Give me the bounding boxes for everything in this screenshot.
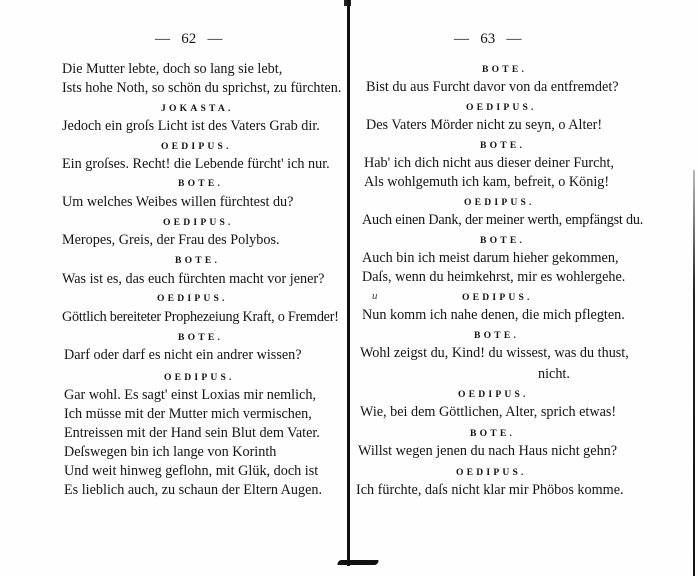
verse-line: Des Vaters Mörder nicht zu seyn, o Alter! — [366, 117, 603, 133]
speaker-label: BOTE. — [474, 330, 520, 341]
speaker-label: OEDIPUS. — [462, 292, 533, 303]
page-edge-right — [693, 170, 695, 576]
verse-line: Wohl zeigst du, Kind! du wissest, was du thust, — [360, 345, 629, 361]
book-gutter — [347, 0, 350, 566]
verse-line: Darf oder darf es nicht ein andrer wissen? — [64, 347, 302, 363]
verse-line: Als wohlgemuth ich kam, befreit, o König! — [364, 174, 610, 190]
verse-line: Ich müsse mit der Mutter mich vermischen, — [64, 406, 312, 422]
page-number: — 63 — — [454, 31, 522, 47]
verse-line: Daſs, wenn du heimkehrst, mir es wohlergehe. — [362, 269, 626, 285]
speaker-label: BOTE. — [178, 178, 224, 189]
verse-line: Jedoch ein groſs Licht ist des Vaters Grab dir. — [62, 118, 320, 134]
verse-line: Und weit hinweg geflohn, mit Glük, doch ist — [64, 463, 319, 479]
verse-line: Auch einen Dank, der meiner werth, empfängst du. — [362, 212, 644, 228]
verse-line: Wie, bei dem Göttlichen, Alter, sprich etwas! — [360, 404, 617, 420]
verse-line: Ists hohe Noth, so schön du sprichst, zu fürchten. — [62, 80, 342, 96]
verse-line: Deſswegen bin ich lange von Korinth — [64, 444, 277, 460]
speaker-label: BOTE. — [470, 428, 516, 439]
verse-line: Hab' ich dich nicht aus dieser deiner Furcht, — [364, 155, 614, 171]
speaker-label: OEDIPUS. — [464, 197, 535, 208]
verse-line: Ein groſses. Recht! die Lebende fürcht' ich nur. — [62, 156, 330, 172]
speaker-label: OEDIPUS. — [163, 217, 234, 228]
speaker-label: OEDIPUS. — [157, 293, 228, 304]
verse-line: Nun komm ich nahe denen, die mich pflegten. — [362, 307, 625, 323]
verse-line-continuation: nicht. — [538, 366, 570, 382]
speaker-label: BOTE. — [175, 255, 221, 266]
speaker-label: BOTE. — [178, 332, 224, 343]
verse-line: Bist du aus Furcht davor von da entfremdet? — [366, 79, 619, 95]
verse-line: Auch bin ich meist darum hieher gekommen, — [362, 250, 619, 266]
verse-line: Willst wegen jenen du nach Haus nicht gehn? — [358, 443, 618, 459]
verse-line: Ich fürchte, daſs nicht klar mir Phöbos komme. — [356, 482, 624, 498]
verse-line: Entreissen mit der Hand sein Blut dem Vater. — [64, 425, 320, 441]
verse-line: Gar wohl. Es sagt' einst Loxias mir nemlich, — [64, 387, 316, 403]
speaker-label: OEDIPUS. — [458, 389, 529, 400]
speaker-label: OEDIPUS. — [164, 372, 235, 383]
handwritten-annotation: u — [372, 290, 378, 302]
verse-line: Es lieblich auch, zu schaun der Eltern Augen. — [64, 482, 323, 498]
left-page — [0, 0, 345, 576]
verse-line: Um welches Weibes willen fürchtest du? — [62, 194, 294, 210]
right-page — [352, 0, 692, 576]
speaker-label: OEDIPUS. — [161, 141, 232, 152]
verse-line: Meropes, Greis, der Frau des Polybos. — [62, 232, 280, 248]
verse-line: Die Mutter lebte, doch so lang sie lebt, — [62, 61, 283, 77]
speaker-label: BOTE. — [480, 140, 526, 151]
speaker-label: JOKASTA. — [161, 103, 234, 114]
speaker-label: OEDIPUS. — [466, 102, 537, 113]
verse-line: Göttlich bereiteter Prophezeiung Kraft, o Fremder! — [62, 309, 339, 325]
verse-line: Was ist es, das euch fürchten macht vor jener? — [62, 271, 325, 287]
page-number: — 62 — — [155, 31, 223, 47]
speaker-label: BOTE. — [482, 64, 528, 75]
speaker-label: BOTE. — [480, 235, 526, 246]
speaker-label: OEDIPUS. — [456, 467, 527, 478]
